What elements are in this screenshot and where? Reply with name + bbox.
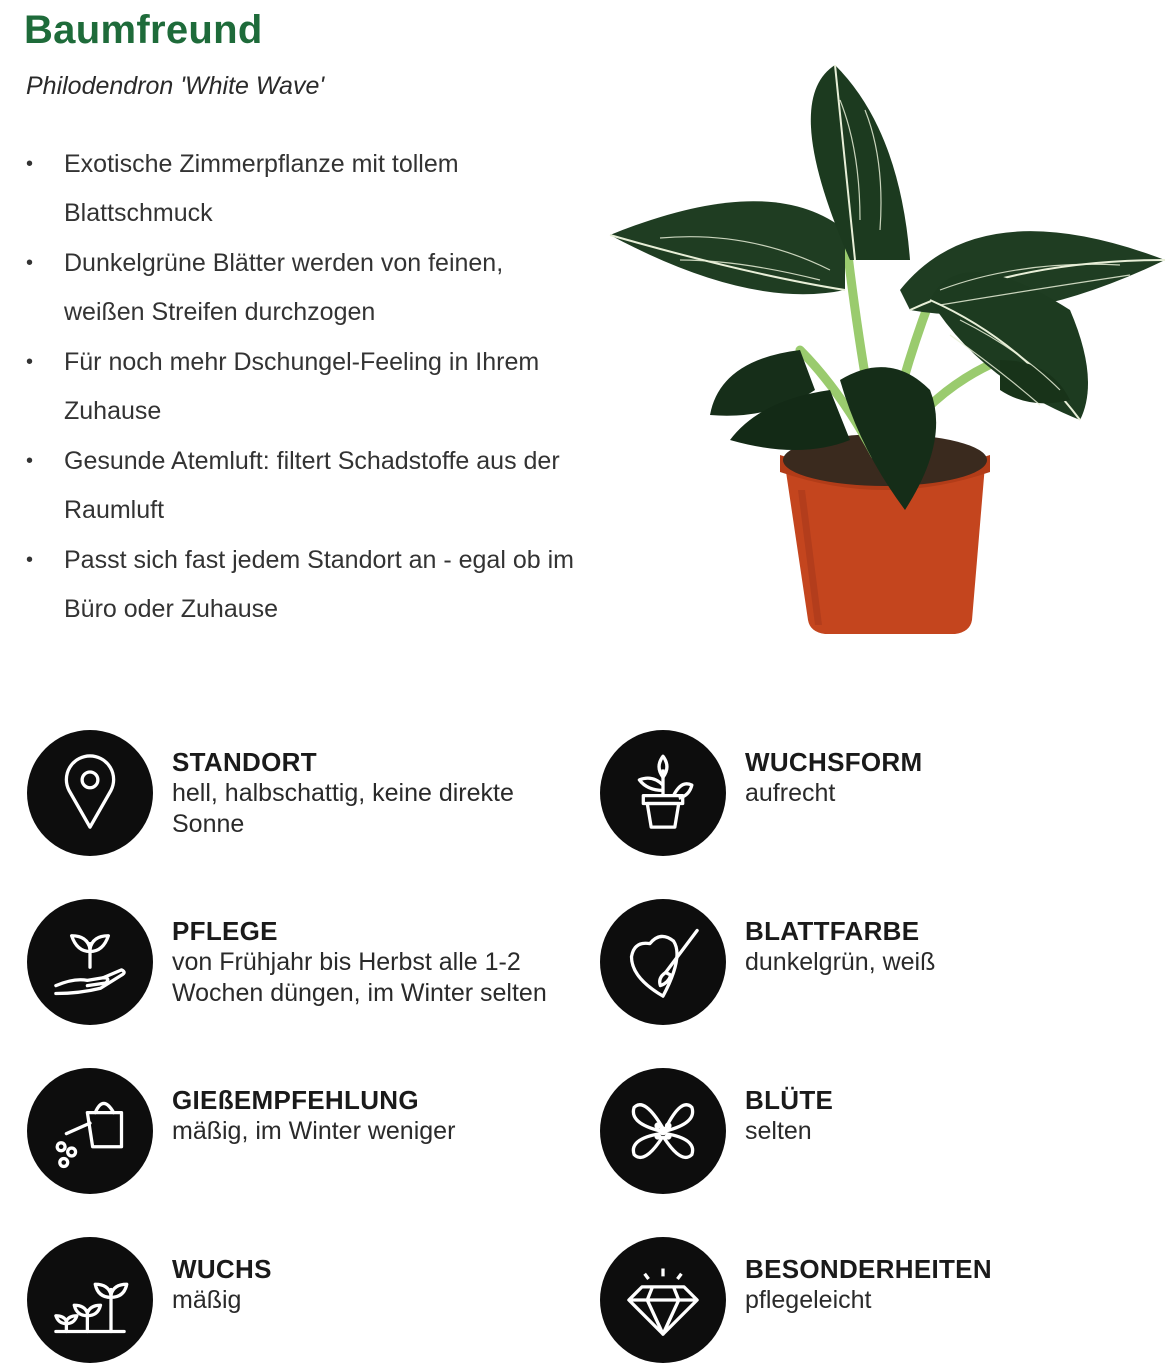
botanical-name: Philodendron 'White Wave': [26, 72, 325, 100]
leaves: [610, 65, 1165, 510]
feature-pflege: [27, 899, 567, 1029]
feature-heading: STANDORT: [172, 747, 317, 777]
growth-sprouts-icon: [27, 1237, 153, 1363]
bullet-text: Gesunde Atemluft: filtert Schadstoffe aus der Raumluft: [64, 447, 560, 524]
feature-description: selten: [745, 1117, 812, 1145]
potted-plant-icon: [600, 730, 726, 856]
bullet-item: [24, 437, 584, 535]
feature-heading: WUCHS: [172, 1254, 272, 1284]
watering-can-icon: [27, 1068, 153, 1194]
plant-image: [600, 60, 1170, 650]
feature-blattfarbe: [600, 899, 1140, 1029]
feature-heading: PFLEGE: [172, 916, 278, 946]
bullet-dot: •: [26, 351, 34, 373]
hand-seedling-icon: [27, 899, 153, 1025]
bullet-dot: •: [26, 153, 34, 175]
feature-besonderheiten: [600, 1237, 1140, 1367]
bullet-text: Dunkelgrüne Blätter werden von feinen, weißen Streifen durchzogen: [64, 249, 504, 326]
feature-heading: WUCHSFORM: [745, 747, 923, 777]
feature-heading: BESONDERHEITEN: [745, 1254, 992, 1284]
flower-icon: [600, 1068, 726, 1194]
bullet-dot: •: [26, 549, 34, 571]
bullet-item: [24, 338, 584, 436]
feature-wuchs: [27, 1237, 567, 1367]
feature-description: pflegeleicht: [745, 1286, 872, 1314]
leaf-brush-icon: [600, 899, 726, 1025]
feature-standort: [27, 730, 567, 860]
feature-heading: GIEßEMPFEHLUNG: [172, 1085, 419, 1115]
bullet-text: Exotische Zimmerpflanze mit tollem Blattschmuck: [64, 150, 459, 227]
bullet-text: Für noch mehr Dschungel-Feeling in Ihrem Zuhause: [64, 348, 540, 425]
feature-description: aufrecht: [745, 779, 836, 807]
feature-bluete: [600, 1068, 1140, 1198]
feature-description: von Frühjahr bis Herbst alle 1-2 Wochen düngen, im Winter selten: [172, 948, 547, 1007]
feature-heading: BLÜTE: [745, 1085, 834, 1115]
product-title: Baumfreund: [24, 8, 263, 52]
bullet-item: [24, 140, 584, 238]
location-pin-icon: [27, 730, 153, 856]
feature-wuchsform: [600, 730, 1140, 860]
bullet-dot: •: [26, 252, 34, 274]
feature-heading: BLATTFARBE: [745, 916, 920, 946]
feature-description: hell, halbschattig, keine direkte Sonne: [172, 779, 514, 838]
diamond-icon: [600, 1237, 726, 1363]
feature-description: mäßig, im Winter weniger: [172, 1117, 456, 1145]
bullet-text: Passt sich fast jedem Standort an - egal ob im Büro oder Zuhause: [64, 546, 574, 623]
bullet-item: [24, 239, 584, 337]
feature-bullet-list: [24, 140, 584, 635]
bullet-dot: •: [26, 450, 34, 472]
feature-description: mäßig: [172, 1286, 242, 1314]
feature-giessempfehlung: [27, 1068, 567, 1198]
bullet-item: [24, 536, 584, 634]
feature-description: dunkelgrün, weiß: [745, 948, 936, 976]
